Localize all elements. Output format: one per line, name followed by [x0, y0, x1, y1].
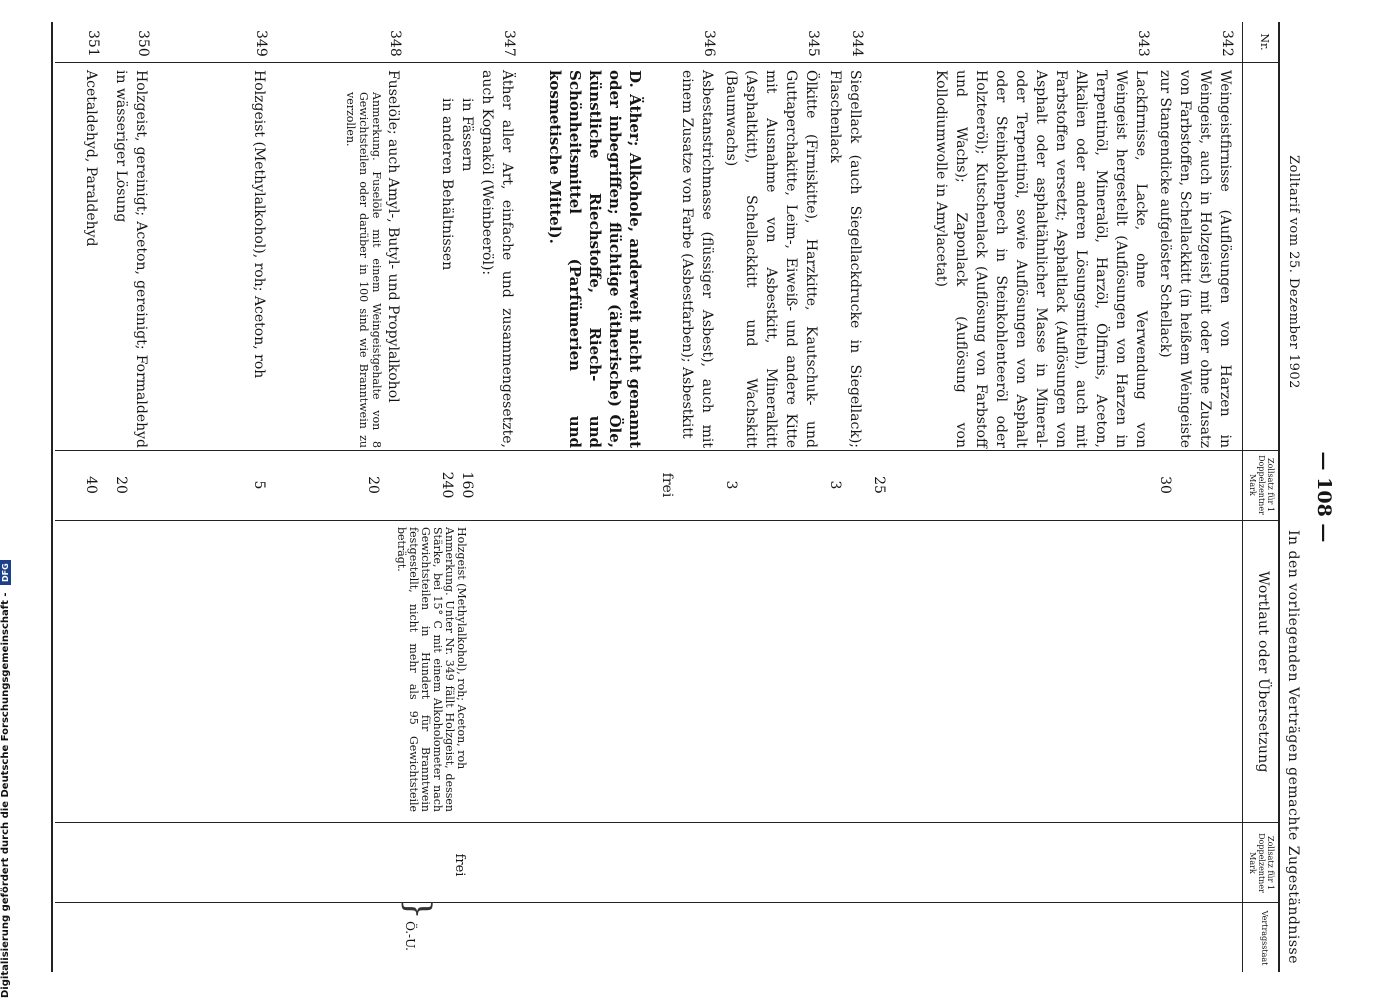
entry-nr: 343 [1135, 30, 1151, 57]
entry-sub: in anderen Behältnissen [439, 98, 455, 271]
column-divider [55, 822, 1280, 823]
entry-nr: 345 [805, 30, 821, 57]
entry-duty: 40 [83, 476, 99, 494]
treaty-note: Anmerkung. Unter Nr. 349 fällt Holzgeist, dessen Stärke, bei 15° C mit einem Alkoholometer nach Gewichtsteilen in Hundert für Branntwein festgestellt, nicht mehr als 95 Gewichtsteile beträgt. [395, 527, 456, 812]
col-head-nr: Nr. [1258, 33, 1271, 51]
entry-duty: 25 [871, 476, 887, 494]
column-divider [55, 450, 1280, 451]
entry-nr: 346 [701, 30, 717, 57]
entry-text: Weingeistfirnisse (Auflösungen von Harzen in Weingeist, auch in Holzgeist) mit oder ohne Zusatz von Farbstoffen, Schellackkitt (in heißem Weingeiste zur Stangendicke aufgelöster Schellack) [1157, 70, 1233, 448]
entry-duty: frei [659, 472, 675, 498]
treaty-agreed-duty: frei [452, 853, 467, 877]
entry-text: Holzgeist (Methylalkohol), roh; Aceton, roh [251, 70, 267, 379]
entry-duty: 30 [1157, 476, 1173, 494]
entry-text: Ölkitte (Firniskitte), Harzkitte, Kautschuk- und Guttaperchakitte, Leim-, Eiweiß- und andere Kitte mit Ausnahme von Asbestkitt, Mineralkitt (Asphaltkitt), Schellackkitt und Wachskitt (Baumwachs) [723, 70, 819, 448]
digitization-footer [0, 0, 16, 998]
brace-mark: } [398, 898, 438, 920]
entry-text: Asbestanstrichmasse (flüssiger Asbest), auch mit einem Zusatze von Farbe (Asbestfarben); Asbestkitt [679, 70, 715, 448]
entry-duty: 20 [113, 476, 129, 494]
footer-text: Digitalisierung gefördert durch die Deutsche Forschungsgemeinschaft - [0, 592, 11, 998]
entry-nr: 350 [135, 30, 151, 57]
entry-nr: 347 [501, 30, 517, 57]
entry-duty: 3 [827, 480, 843, 490]
entry-nr: 351 [85, 30, 101, 57]
entry-duty: 5 [251, 480, 267, 490]
dfg-logo: DFG [0, 560, 11, 585]
col-head-agreed-duty: Zollsatz für 1 Doppelzentner Mark [1248, 833, 1275, 893]
entry-text: Holzgeist, gereinigt; Aceton, gereinigt; Formaldehyd in wässeriger Lösung [113, 70, 149, 448]
entry-text: Lackfirnisse, Lacke, ohne Verwendung von Weingeist hergestellt (Auflösungen von Harzen in Terpentinöl, Mineralöl, Harzöl, Ölfirnis, Aceton, Alkalien oder anderen Lösungsmitteln), auch mit Farbstoffen versetzt; Asphaltlack (Auflösungen von Asphalt oder asphaltähnlicher Masse in Mineral- oder Terpentinöl, sowie Auflösungen von Asphalt oder Steinkohlenpech in Steinkohlenteeröl oder Holzteeröl); Kutschenlack (Auflösung von Farbstoff und Wachs); Zaponlack (Auflösung von Kollodiumwolle in Amylacetat) [933, 70, 1149, 448]
table-top-rule [1278, 22, 1280, 972]
column-divider [55, 520, 1280, 521]
entry-text [437, 70, 517, 448]
col-head-treaty-state: Vertragsstaat [1260, 910, 1269, 966]
column-divider [55, 62, 1280, 63]
entry-main: Fuselöle; auch Amyl-, Butyl- und Propylalkohol [385, 70, 401, 403]
treaty-wording-text: Holzgeist (Methylalkohol), roh; Aceton, roh [455, 527, 468, 770]
col-head-duty: Zollsatz für 1 Doppelzentner Mark [1248, 455, 1275, 515]
table-bottom-rule [51, 22, 53, 972]
entry-duty: 160 [459, 471, 475, 499]
treaty-state: Ö.-U. [403, 921, 417, 951]
col-head-wording: Wortlaut oder Übersetzung [1255, 571, 1271, 773]
entry-nr: 344 [849, 30, 865, 57]
entry-nr: 348 [387, 30, 403, 57]
entry-duty: 3 [723, 480, 739, 490]
section-title: D. Äther; Alkohole, anderweit nicht genannt oder inbegriffen; flüchtige (ätherische) Öle, künstliche Riechstoffe, Riech- und Schönheitsmittel (Parfümerien und kosmetische Mittel). [546, 70, 644, 448]
column-divider [55, 902, 1280, 903]
entry-sub: in Fässern [459, 98, 475, 172]
entry-main: Äther aller Art, einfache und zusammengesetzte, auch Kognaköl (Weinbeeröl): [479, 70, 515, 448]
entry-nr: 349 [253, 30, 269, 57]
entry-note: Anmerkung. Fuselöle mit einem Weingeistgehalte von 8 Gewichtsteilen oder darüber in 100 sind wie Branntwein zu verzollen. [344, 92, 383, 448]
entry-text: Siegellack (auch Siegellackdrucke in Siegellack); Flaschenlack [827, 70, 863, 448]
entry-nr: 342 [1219, 30, 1235, 57]
entry-duty: 240 [439, 471, 455, 499]
page-number: — 108 — [1313, 451, 1335, 543]
rotated-page [45, 22, 1335, 972]
header-rule [1242, 22, 1243, 972]
entry-text [344, 70, 403, 448]
running-head-right: In den vorliegenden Verträgen gemachte Zugeständnisse [1285, 529, 1301, 964]
entry-text: Acetaldehyd, Paraldehyd [83, 70, 99, 247]
treaty-wording [395, 527, 467, 812]
entry-duty: 20 [365, 476, 381, 494]
running-head-left: Zolltarif vom 25. Dezember 1902 [1286, 155, 1301, 389]
